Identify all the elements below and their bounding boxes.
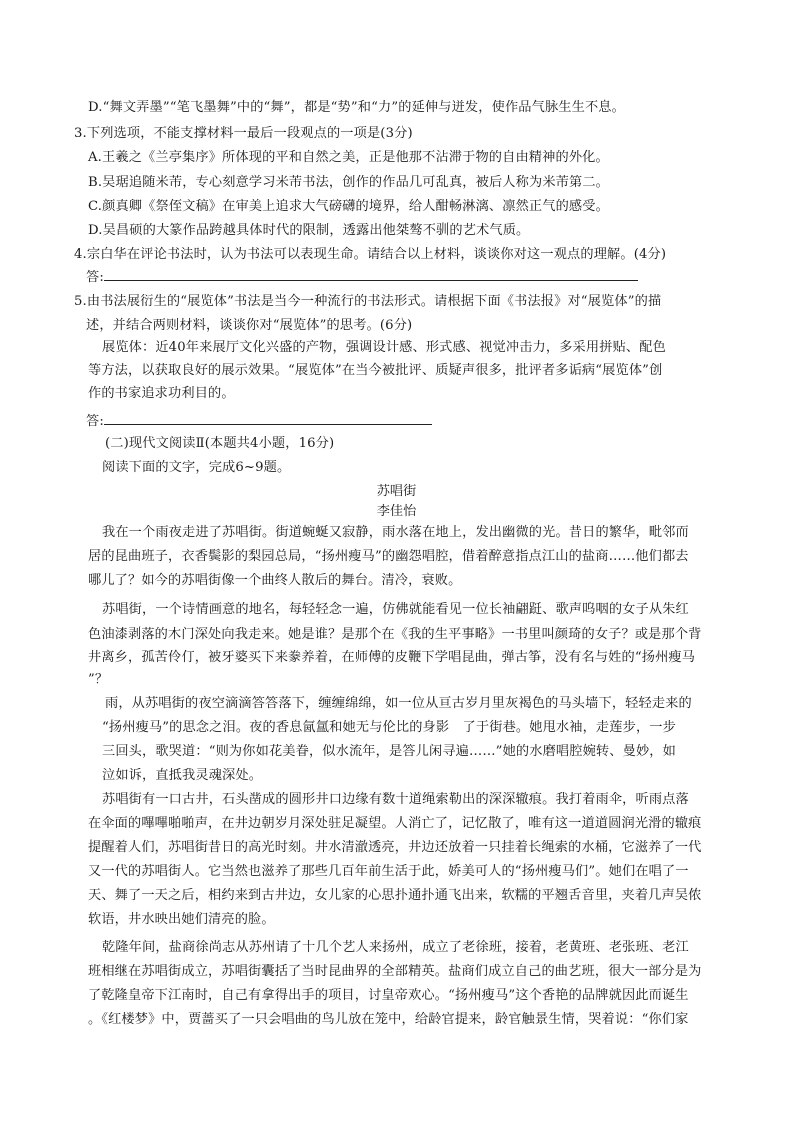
paragraph-3-line-4: 泣如诉，直抵我灵魂深处。 xyxy=(102,768,263,783)
paragraph-2-line-2: 色油漆剥落的木门深处向我走来。她是谁？是那个在《我的生平事略》一书里叫颜琦的女子？或是那个背 xyxy=(88,627,702,642)
paragraph-3-line-3: 三回头，歌哭道：“则为你如花美眷，似水流年，是答儿闲寻遍……”她的水磨唱腔婉转、曼妙，如 xyxy=(102,744,676,759)
question-4: 4.宗白华在评论书法时，认为书法可以表现生命。请结合以上材料，谈谈你对这一观点的理解。(4分) xyxy=(74,247,667,262)
question-3: 3.下列选项，不能支撑材料一最后一段观点的一项是(3分) xyxy=(74,126,413,141)
option-a-q3: A.王羲之《兰亭集序》所体现的平和自然之美，正是他那不沾滞于物的自由精神的外化。 xyxy=(88,150,609,165)
article-title: 苏唱街 xyxy=(376,484,417,499)
reading-instruction: 阅读下面的文字，完成6~9题。 xyxy=(102,460,291,475)
question-5: 5.由书法展衍生的“展览体”书法是当今一种流行的书法形式。请根据下面《书法报》对“展览体”的描 xyxy=(74,294,662,309)
paragraph-2-line-1: 苏唱街，一个诗情画意的地名，每轻轻念一遍，仿佛就能看见一位长袖翩跹、歌声呜咽的女子从朱红 xyxy=(102,602,689,617)
answer-label: 答: xyxy=(86,414,104,429)
answer-line-q5[interactable] xyxy=(104,410,432,425)
paragraph-1-line-3: 哪儿了？如今的苏唱街像一个曲终人散后的舞台。清冷，衰败。 xyxy=(88,573,462,588)
paragraph-5-line-1: 乾隆年间，盐商徐尚志从苏州请了十几个艺人来扬州，成立了老徐班，接着，老黄班、老张班、老江 xyxy=(102,940,689,955)
option-c-q3: C.颜真卿《祭侄文稿》在审美上追求大气磅礴的境界，给人酣畅淋漓、凛然正气的感受。 xyxy=(88,199,609,214)
exhibition-desc-3: 作的书家追求功利目的。 xyxy=(88,386,235,401)
section-heading: (二)现代文阅读Ⅱ(本题共4小题，16分) xyxy=(105,436,335,451)
paragraph-2-line-4: ”？ xyxy=(88,672,109,687)
paragraph-2-line-3: 井离乡，孤苦伶仃，被牙婆买下来豢养着，在师傅的皮鞭下学唱昆曲，弹古筝，没有名与姓的“扬州瘦马 xyxy=(88,650,696,665)
exhibition-desc-1: 展览体：近40年来展厅文化兴盛的产物，强调设计感、形式感、视觉冲击力，多采用拼贴、配色 xyxy=(102,340,666,355)
paragraph-5-line-3: 了乾隆皇帝下江南时，自己有拿得出手的项目，讨皇帝欢心。“扬州瘦马”这个香艳的品牌就因此而诞生 xyxy=(88,988,689,1003)
paragraph-4-line-1: 苏唱街有一口古井，石头凿成的圆形井口边缘有数十道绳索勒出的深深辙痕。我打着雨伞，听雨点落 xyxy=(102,792,689,807)
answer-line-q4[interactable] xyxy=(104,266,638,281)
option-d-q2: D.“舞文弄墨”“笔飞墨舞”中的“舞”，都是“势”和“力”的延伸与迸发，使作品气脉生生不息。 xyxy=(88,100,625,115)
paragraph-3-line-2: “扬州瘦马”的思念之泪。夜的香息氤氲和她无与伦比的身影 了于街巷。她甩水袖，走莲步，一步 xyxy=(102,720,676,735)
paragraph-3-line-1: 雨，从苏唱街的夜空滴滴答答落下，缠缠绵绵，如一位从亘古岁月里灰褐色的马头墙下，轻轻走来的 xyxy=(105,696,692,711)
paragraph-4-line-5: 天、舞了一天之后，相约来到古井边，女儿家的心思扑通扑通飞出来，软糯的平翘舌音里，夹着几声吴侬 xyxy=(88,888,702,903)
paragraph-4-line-6: 软语，井水映出她们清亮的脸。 xyxy=(88,912,275,927)
article-author: 李佳怡 xyxy=(376,504,417,519)
option-b-q3: B.吴琚追随米芾，专心刻意学习米芾书法，创作的作品几可乱真，被后人称为米芾第二。 xyxy=(88,175,610,190)
paragraph-5-line-4: 。《红楼梦》中，贾蔷买了一只会唱曲的鸟儿放在笼中，给龄官提来，龄官触景生情，哭着说：“你们家 xyxy=(88,1012,689,1027)
paragraph-4-line-3: 提醒着人们，苏唱街昔日的高光时刻。井水清澈透亮，井边还放着一只挂着长绳索的水桶，它滋养了一代 xyxy=(88,840,702,855)
paragraph-4-line-4: 又一代的苏唱街人。它当然也滋养了那些几百年前生活于此，娇美可人的“扬州瘦马们”。她们在唱了一 xyxy=(88,864,689,879)
paragraph-4-line-2: 在伞面的嗶嗶啪啪声，在井边朝岁月深处驻足凝望。人消亡了，记忆散了，唯有这一道道圆润光滑的辙痕 xyxy=(88,816,702,831)
option-d-q3: D.吴昌硕的大篆作品跨越具体时代的限制，透露出他桀骜不驯的艺术气质。 xyxy=(88,223,530,238)
answer-q4 xyxy=(86,266,638,288)
question-5-cont: 述，并结合两则材料，谈谈你对“展览体”的思考。(6分) xyxy=(86,318,413,333)
paragraph-1-line-1: 我在一个雨夜走进了苏唱街。街道蜿蜒又寂静，雨水落在地上，发出幽微的光。昔日的繁华，毗邻而 xyxy=(102,525,689,540)
answer-q5 xyxy=(86,410,432,432)
paragraph-1-line-2: 居的昆曲班子，衣香鬓影的梨园总局，“扬州瘦马”的幽怨唱腔，借着醉意指点江山的盐商……他们都去 xyxy=(88,549,689,564)
paragraph-5-line-2: 班相继在苏唱街成立，苏唱街囊括了当时昆曲界的全部精英。盐商们成立自己的曲艺班，很大一部分是为 xyxy=(88,964,702,979)
exhibition-desc-2: 等方法，以获取良好的展示效果。“展览体”在当今被批评、质疑声很多，批评者多诟病“展览体”创 xyxy=(88,363,663,378)
answer-label: 答: xyxy=(86,270,104,285)
